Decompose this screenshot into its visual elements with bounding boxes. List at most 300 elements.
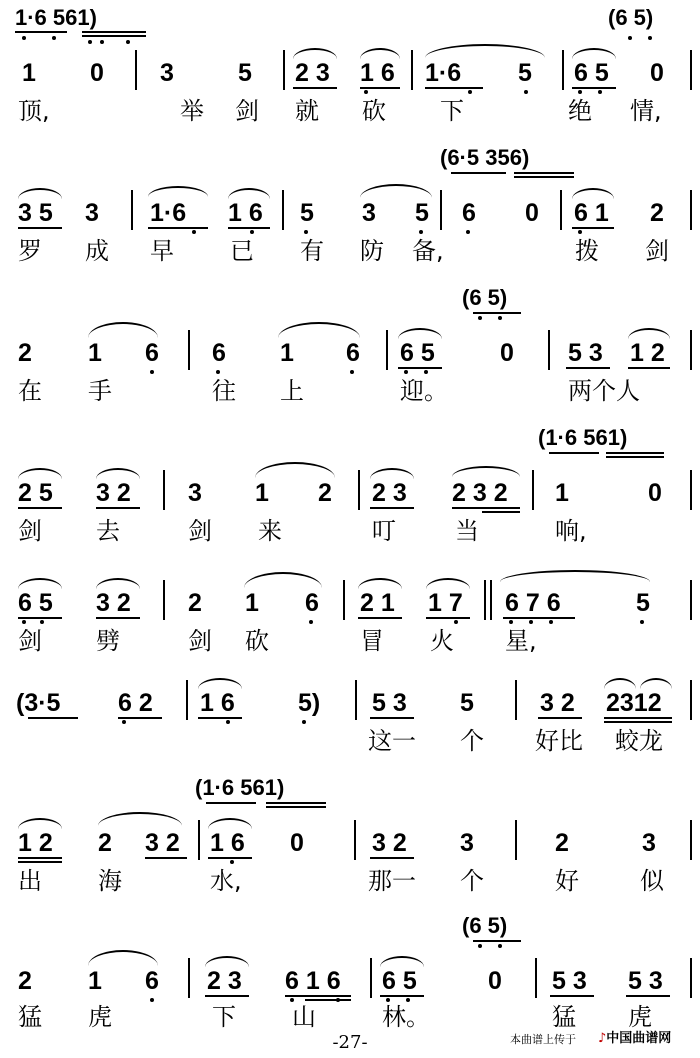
- slur: [572, 188, 614, 199]
- slur: [18, 468, 62, 479]
- slur: [96, 578, 140, 589]
- measure-1-note-2: 1: [88, 339, 102, 367]
- slur: [96, 468, 140, 479]
- lyric: 蛟龙: [615, 727, 663, 755]
- underline: [266, 806, 326, 808]
- underline: [18, 227, 62, 229]
- slur: [198, 678, 242, 689]
- barline: [690, 580, 692, 620]
- measure-1-note-2: 0: [90, 59, 104, 87]
- lyric: 这一: [368, 727, 416, 755]
- octave-dot: [578, 90, 582, 94]
- underline: [82, 35, 146, 37]
- measure-3-note-2: 1 6: [360, 59, 395, 87]
- barline: [515, 820, 517, 860]
- measure-2-note-1: 3: [188, 479, 202, 507]
- lyric: 叮: [372, 517, 396, 545]
- slur: [358, 578, 402, 589]
- slur: [380, 956, 424, 967]
- barline: [690, 680, 692, 720]
- lyric: 举: [180, 97, 204, 125]
- lyric: 出: [18, 867, 42, 895]
- underline: [145, 857, 187, 859]
- lyric: 水,: [210, 867, 242, 895]
- octave-dot: [509, 620, 513, 624]
- measure-2-note-2: 6 1 6: [285, 967, 341, 995]
- lyric: 上: [280, 377, 304, 405]
- slur: [228, 188, 270, 199]
- measure-1-note-3: 3 2: [145, 829, 180, 857]
- underline: [360, 87, 400, 89]
- measure-3-note-2: 1 7: [428, 589, 463, 617]
- slur: [500, 570, 650, 582]
- slur: [640, 678, 672, 689]
- octave-dot: [640, 620, 644, 624]
- octave-dot: [122, 720, 126, 724]
- barline: [198, 820, 200, 860]
- underline: [572, 227, 614, 229]
- measure-4-note-2: 0: [648, 479, 662, 507]
- barline: [690, 190, 692, 230]
- barline: [188, 958, 190, 998]
- underline: [18, 861, 62, 863]
- barline: [484, 580, 486, 620]
- measure-4-note-2: 5: [518, 59, 532, 87]
- measure-3-note-2: 3: [460, 829, 474, 857]
- slur: [98, 812, 182, 826]
- measure-3-note-1: 6 5: [400, 339, 435, 367]
- lyric: 剑: [645, 237, 669, 265]
- underline: [549, 452, 599, 454]
- measure-3-note-2: 2 3 2: [452, 479, 508, 507]
- octave-dot: [100, 40, 104, 44]
- lyric: 猛: [18, 1003, 42, 1031]
- lyric: 冒: [360, 627, 384, 655]
- barline: [490, 580, 492, 620]
- underline: [266, 802, 326, 804]
- measure-2-note-1: 2: [188, 589, 202, 617]
- octave-dot: [406, 998, 410, 1002]
- underline: [28, 717, 78, 719]
- lyric: 当: [455, 517, 479, 545]
- measure-4-note-1: 3 2: [540, 689, 575, 717]
- underline: [451, 172, 506, 174]
- slur: [18, 578, 62, 589]
- lyric: 好: [555, 867, 579, 895]
- barline: [386, 330, 388, 370]
- octave-dot: [22, 36, 26, 40]
- measure-4-note-1: 6 7 6: [505, 589, 561, 617]
- barline: [135, 50, 137, 90]
- octave-dot: [88, 40, 92, 44]
- slur: [452, 466, 520, 477]
- lyric: 情,: [630, 97, 662, 125]
- barline: [282, 190, 284, 230]
- measure-5-note-2: 0: [650, 59, 664, 87]
- barline: [186, 680, 188, 720]
- octave-dot: [336, 998, 340, 1002]
- underline: [606, 456, 664, 458]
- slur: [360, 48, 400, 59]
- underline: [606, 452, 664, 454]
- measure-2-note-2: 1: [255, 479, 269, 507]
- lyric: 来: [258, 517, 282, 545]
- interlude-annotation: (6 5): [462, 913, 508, 938]
- octave-dot: [578, 230, 582, 234]
- measure-3-note-2: 3: [362, 199, 376, 227]
- underline: [503, 617, 575, 619]
- lyric: 迎。: [400, 377, 448, 405]
- lyric: 下: [440, 97, 464, 125]
- underline: [626, 995, 670, 997]
- underline: [604, 721, 672, 723]
- underline: [18, 507, 62, 509]
- lyric: 砍: [245, 627, 269, 655]
- underline: [370, 857, 414, 859]
- underline: [566, 367, 610, 369]
- barline: [690, 820, 692, 860]
- source-note: 本曲谱上传于: [510, 1033, 576, 1046]
- octave-dot: [529, 620, 533, 624]
- slur: [293, 48, 337, 59]
- measure-1-note-2: 3: [85, 199, 99, 227]
- lyric: 成: [85, 237, 109, 265]
- lyric: 好比: [535, 727, 583, 755]
- lyric: 剑: [18, 627, 42, 655]
- slur: [398, 328, 442, 339]
- interlude-annotation: (6·5 356): [440, 145, 530, 170]
- measure-3-note-2: 0: [500, 339, 514, 367]
- octave-dot: [304, 230, 308, 234]
- underline: [473, 312, 521, 314]
- measure-3-note-1: 3 2: [372, 829, 407, 857]
- underline: [514, 172, 574, 174]
- underline: [148, 227, 208, 229]
- measure-1-note-1: 2 5: [18, 479, 53, 507]
- lyric: 似: [640, 867, 664, 895]
- slur: [148, 186, 208, 197]
- measure-1-note-1: 1: [22, 59, 36, 87]
- measure-1-note-2: 3 2: [96, 589, 131, 617]
- measure-1-note-1: 2: [18, 967, 32, 995]
- octave-dot: [386, 998, 390, 1002]
- barline: [283, 50, 285, 90]
- octave-dot: [302, 720, 306, 724]
- measure-4-note-1: 2: [555, 829, 569, 857]
- lyric: 早: [150, 237, 174, 265]
- barline: [515, 680, 517, 720]
- octave-dot: [22, 620, 26, 624]
- octave-dot: [498, 944, 502, 948]
- measure-1-note-2: 1: [88, 967, 102, 995]
- underline: [208, 857, 252, 859]
- underline: [514, 176, 574, 178]
- measure-3-note-3: 5: [415, 199, 429, 227]
- measure-4-note-1: 5 3: [568, 339, 603, 367]
- measure-4-note-2: 5: [636, 589, 650, 617]
- slur: [18, 818, 62, 829]
- measure-4-note-2: 0: [525, 199, 539, 227]
- lyric: 已: [230, 237, 254, 265]
- slur: [370, 468, 414, 479]
- slur: [360, 184, 432, 198]
- underline: [425, 87, 483, 89]
- lyric: 虎: [88, 1003, 112, 1031]
- octave-dot: [40, 620, 44, 624]
- measure-2-note-1: 3: [160, 59, 174, 87]
- slur: [426, 578, 470, 589]
- slur: [278, 322, 360, 338]
- measure-2-note-2: 1: [280, 339, 294, 367]
- lyric: 往: [212, 377, 236, 405]
- lyric: 猛: [552, 1003, 576, 1031]
- measure-3-note-1: 2 3: [295, 59, 330, 87]
- measure-2-note-3: 2: [318, 479, 332, 507]
- lyric: 虎: [628, 1003, 652, 1031]
- barline: [411, 50, 413, 90]
- underline: [550, 995, 594, 997]
- underline: [96, 617, 140, 619]
- lyric: 下: [212, 1003, 236, 1031]
- octave-dot: [498, 316, 502, 320]
- slur: [88, 322, 158, 338]
- slur: [255, 462, 335, 478]
- lyric: 星,: [505, 627, 537, 655]
- underline: [370, 507, 414, 509]
- slur: [604, 678, 636, 689]
- barline: [560, 190, 562, 230]
- barline: [358, 470, 360, 510]
- barline: [163, 580, 165, 620]
- octave-dot: [290, 998, 294, 1002]
- measure-5-note-2: 2: [650, 199, 664, 227]
- lyric: 备,: [412, 237, 444, 265]
- octave-dot: [52, 36, 56, 40]
- underline: [15, 31, 67, 33]
- measure-4-note-1: 1: [555, 479, 569, 507]
- octave-dot: [468, 90, 472, 94]
- lyric: 顶,: [18, 97, 50, 125]
- octave-dot: [216, 370, 220, 374]
- measure-3-note-2: 0: [488, 967, 502, 995]
- underline: [370, 717, 414, 719]
- measure-1-note-1: (3·5: [16, 689, 61, 717]
- measure-4-note-1: 5 3: [552, 967, 587, 995]
- barline: [690, 958, 692, 998]
- barline: [343, 580, 345, 620]
- lyric: 个: [460, 867, 484, 895]
- measure-1-note-2: 6 2: [118, 689, 153, 717]
- lyric: 罗: [18, 237, 42, 265]
- lyric: 劈: [96, 627, 120, 655]
- measure-1-note-1: 2: [18, 339, 32, 367]
- slur: [205, 956, 249, 967]
- measure-4-note-1: 1·6: [425, 59, 462, 87]
- lyric: 防: [360, 237, 384, 265]
- measure-3-note-2: 5: [460, 689, 474, 717]
- measure-2-note-2: 0: [290, 829, 304, 857]
- barline: [440, 190, 442, 230]
- measure-3-note-1: 5: [300, 199, 314, 227]
- measure-2-note-1: 1 6: [200, 689, 235, 717]
- slur: [18, 188, 62, 199]
- lyric: 手: [88, 377, 112, 405]
- measure-2-note-1: 1 6: [210, 829, 245, 857]
- measure-1-note-1: 6 5: [18, 589, 53, 617]
- measure-3-note-1: 2 1: [360, 589, 395, 617]
- interlude-annotation: (1·6 561): [538, 425, 628, 450]
- lyric: 那一: [368, 867, 416, 895]
- underline: [82, 31, 146, 33]
- octave-dot: [628, 36, 632, 40]
- octave-dot: [598, 90, 602, 94]
- lyric: 剑: [18, 517, 42, 545]
- slur: [244, 572, 322, 588]
- octave-dot: [478, 316, 482, 320]
- octave-dot: [419, 230, 423, 234]
- octave-dot: [454, 620, 458, 624]
- logo-mark-icon: ♪: [598, 1031, 607, 1046]
- measure-1-note-3: 6: [145, 339, 159, 367]
- measure-2-note-1: 1·6: [150, 199, 187, 227]
- octave-dot: [250, 230, 254, 234]
- lyric: 剑: [188, 517, 212, 545]
- barline: [548, 330, 550, 370]
- interlude-annotation: (1·6 561): [195, 775, 285, 800]
- octave-dot: [226, 720, 230, 724]
- underline: [572, 87, 616, 89]
- octave-dot: [524, 90, 528, 94]
- underline: [293, 87, 337, 89]
- measure-2-note-1: 2 3: [207, 967, 242, 995]
- underline: [380, 995, 424, 997]
- underline: [604, 717, 672, 719]
- barline: [355, 680, 357, 720]
- lyric: 两个人: [568, 377, 640, 405]
- site-logo[interactable]: [598, 1030, 671, 1048]
- lyric: 火: [430, 627, 454, 655]
- measure-1-note-3: 6: [145, 967, 159, 995]
- interlude-annotation: (6 5): [608, 5, 654, 30]
- underline: [118, 717, 162, 719]
- barline: [370, 958, 372, 998]
- underline: [628, 367, 670, 369]
- measure-2-note-2: 1: [245, 589, 259, 617]
- lyric: 海: [98, 867, 122, 895]
- underline: [96, 507, 140, 509]
- measure-2-note-1: 6: [212, 339, 226, 367]
- barline: [535, 958, 537, 998]
- octave-dot: [150, 998, 154, 1002]
- page-number: -27-: [332, 1032, 368, 1053]
- octave-dot: [404, 370, 408, 374]
- interlude-annotation: (6 5): [462, 285, 508, 310]
- lyric: 剑: [235, 97, 259, 125]
- octave-dot: [648, 36, 652, 40]
- octave-dot: [549, 620, 553, 624]
- octave-dot: [350, 370, 354, 374]
- octave-dot: [309, 620, 313, 624]
- barline: [562, 50, 564, 90]
- lyric: 山: [292, 1003, 316, 1031]
- measure-4-note-2: 5 3: [628, 967, 663, 995]
- measure-5-note-1: 6 1: [574, 199, 609, 227]
- slur: [572, 48, 616, 59]
- octave-dot: [230, 860, 234, 864]
- site-name: 中国曲谱网: [606, 1031, 672, 1046]
- measure-2-note-3: 6: [346, 339, 360, 367]
- measure-4-note-1: 6: [462, 199, 476, 227]
- slur: [88, 950, 158, 966]
- lyric: 个: [460, 727, 484, 755]
- lyric: 在: [18, 377, 42, 405]
- lyric: 响,: [555, 517, 587, 545]
- barline: [690, 470, 692, 510]
- underline: [18, 857, 62, 859]
- underline: [305, 999, 351, 1001]
- measure-2-note-3: 6: [305, 589, 319, 617]
- measure-2-note-2: 5: [238, 59, 252, 87]
- lyric: 去: [96, 517, 120, 545]
- lyric: 绝: [568, 97, 592, 125]
- lyric: 砍: [362, 97, 386, 125]
- underline: [358, 617, 402, 619]
- measure-3-note-1: 5 3: [372, 689, 407, 717]
- barline: [131, 190, 133, 230]
- measure-1-note-2: 3 2: [96, 479, 131, 507]
- measure-4-note-2: 2312: [606, 689, 662, 717]
- octave-dot: [192, 230, 196, 234]
- lyric: 拨: [575, 237, 599, 265]
- underline: [538, 717, 582, 719]
- barline: [690, 50, 692, 90]
- measure-1-note-2: 2: [98, 829, 112, 857]
- octave-dot: [150, 370, 154, 374]
- octave-dot: [424, 370, 428, 374]
- underline: [198, 717, 242, 719]
- measure-4-note-2: 3: [642, 829, 656, 857]
- underline: [482, 511, 520, 513]
- underline: [426, 617, 470, 619]
- underline: [473, 940, 521, 942]
- measure-4-note-2: 1 2: [630, 339, 665, 367]
- slur: [208, 818, 252, 829]
- underline: [228, 227, 270, 229]
- octave-dot: [466, 230, 470, 234]
- measure-3-note-1: 6 5: [382, 967, 417, 995]
- underline: [18, 617, 62, 619]
- measure-3-note-1: 2 3: [372, 479, 407, 507]
- measure-2-note-2: 5): [298, 689, 321, 717]
- barline: [532, 470, 534, 510]
- lyric: 有: [300, 237, 324, 265]
- barline: [163, 470, 165, 510]
- underline: [285, 995, 351, 997]
- barline: [690, 330, 692, 370]
- barline: [188, 330, 190, 370]
- octave-dot: [126, 40, 130, 44]
- lyric: 剑: [188, 627, 212, 655]
- prelude-annotation: 1·6 561): [15, 5, 97, 30]
- slur: [628, 328, 670, 339]
- measure-1-note-1: 3 5: [18, 199, 53, 227]
- slur: [425, 44, 545, 58]
- measure-2-note-2: 1 6: [228, 199, 263, 227]
- lyric: 林。: [382, 1003, 430, 1031]
- underline: [452, 507, 520, 509]
- lyric: 就: [295, 97, 319, 125]
- measure-1-note-1: 1 2: [18, 829, 53, 857]
